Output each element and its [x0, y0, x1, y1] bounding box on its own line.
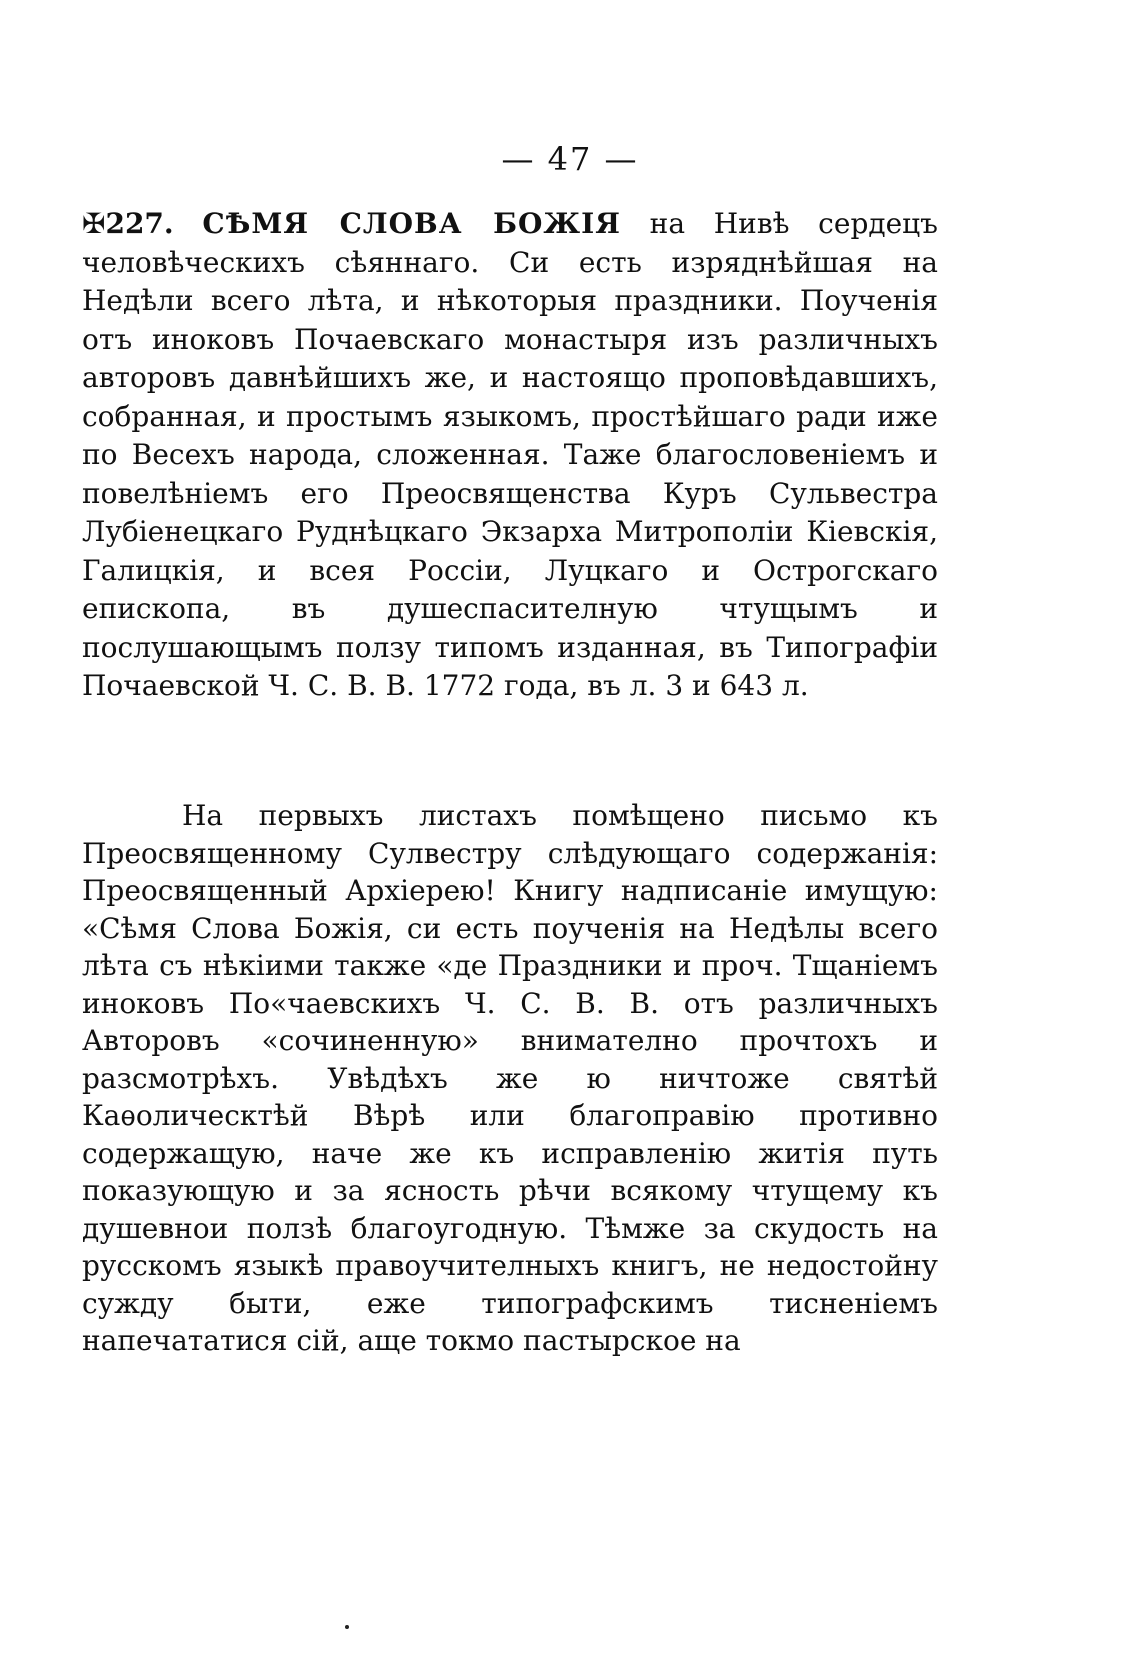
- bibliography-entry: [82, 205, 938, 706]
- stray-ink-mark: [345, 1625, 349, 1629]
- commentary-paragraph: На первыхъ листахъ помѣщено письмо къ Преосвященному Сулвестру слѣдующаго содержанія: Преосвященный Архіерею! Книгу надписаніе имущую: «Сѣмя Слова Божія, си есть поученія на Недѣлы всего лѣта съ нѣкіими также «де Праздники и проч. Тщаніемъ иноковъ По«чаевскихъ Ч. С. В. В. отъ различныхъ Авторовъ «сочиненную» внимателно прочтохъ и разсмотрѣхъ. Увѣдѣхъ же ю ничтоже святѣй Каѳолическтѣй Вѣрѣ или благоправію противно содержащую, наче же къ исправленію житія путь показующую и за ясность рѣчи всякому чтущему къ душевнои ползѣ благоугодную. Тѣмже за скудость на русскомъ языкѣ правоучителныхъ книгъ, не недостойну сужду быти, еже типографскимъ тисненіемъ напечататися сій, аще токмо пастырское на: [82, 799, 938, 1357]
- page-number: — 47 —: [501, 140, 639, 178]
- entry-number: 227.: [105, 207, 174, 240]
- entry-description: на Нивѣ сердецъ человѣческихъ сѣяннаго. Си есть изряднѣйшая на Недѣли всего лѣта, и нѣкоторыя праздники. Поученія отъ иноковъ Почаевскаго монастыря изъ различныхъ авторовъ давнѣйшихъ же, и настоящо проповѣдавшихъ, собранная, и простымъ языкомъ, простѣйшаго ради иже по Весехъ народа, сложенная. Таже благословеніемъ и повелѣніемъ его Преосвященства Куръ Сульвестра Лубіенецкаго Руднѣцкаго Экзарха Митрополіи Кіевскія, Галицкія, и всея Россіи, Луцкаго и Острогскаго епископа, въ душеспасителную чтущымъ и послушающымъ ползу типомъ изданная, въ Типографіи Почаевской Ч. С. В. В. 1772 года, въ л. 3 и 643 л.: [82, 207, 938, 702]
- entry-marker: ✠: [82, 207, 106, 240]
- entry-title: СѢМЯ СЛОВА БОЖІЯ: [202, 207, 621, 240]
